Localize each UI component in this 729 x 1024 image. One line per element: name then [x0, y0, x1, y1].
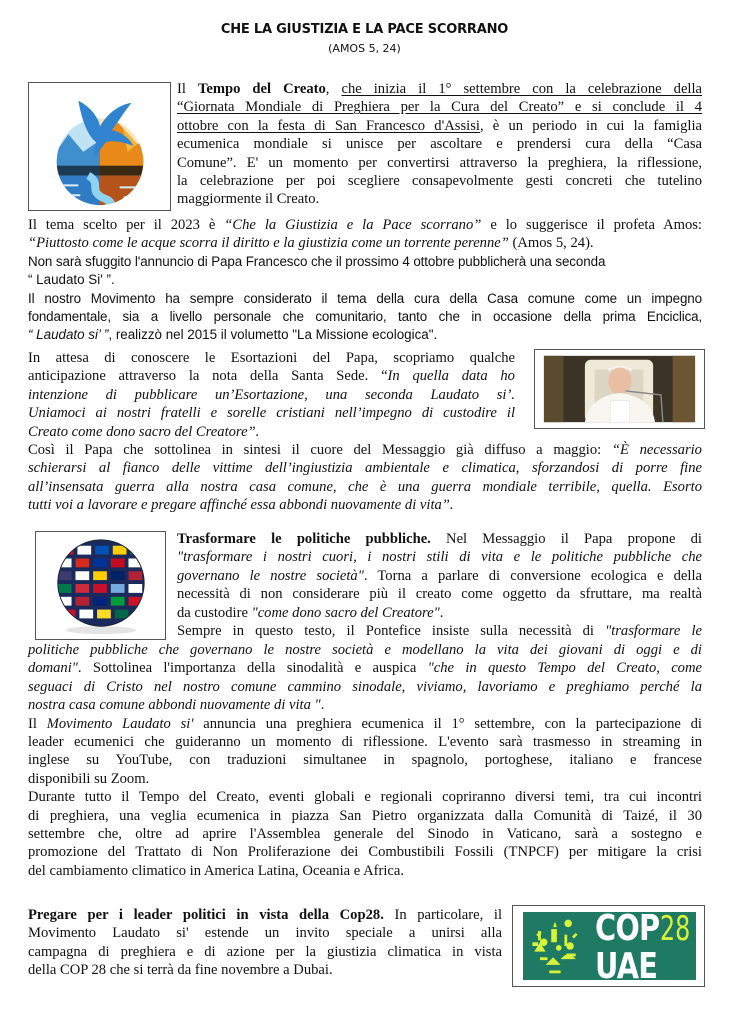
- text: , realizzò nel 2015 il volumetto "La Missione ecologica".: [108, 327, 438, 343]
- tempo-del-creato-logo: [28, 82, 171, 211]
- text-line: la celebrazione per poi scegliere consapevolmente gesti concreti che tutelino: [177, 173, 702, 190]
- text: Il: [28, 715, 47, 732]
- italic-text: “Che la Giustizia e la Pace scorrano”: [224, 217, 482, 233]
- italic-text: Uniamoci ai nostri fratelli e sorelle cristiani nell’impegno di custodire il: [28, 405, 515, 422]
- text-line: ecumenica mondiale si unisce per ascoltare e prendersi cura della “Casa: [177, 136, 702, 153]
- text-line: Movimento Laudato si' estende un invito speciale a unirsi alla: [28, 925, 502, 942]
- italic-text: “ Laudato si’ ”: [28, 327, 109, 343]
- text: In particolare, il: [383, 907, 502, 923]
- italic-text: nostra casa comune abbondi nuovamente di vita ": [28, 697, 321, 714]
- underlined-text: che inizia il 1° settembre con la celebrazione della: [341, 81, 703, 97]
- text: e lo suggerisce il profeta Amos:: [481, 217, 702, 233]
- text: .: [439, 604, 444, 621]
- cop28-logo: [512, 905, 705, 987]
- paragraph-theme: [28, 216, 702, 345]
- text: Sempre in questo testo, il Pontefice insiste sulla necessità di: [177, 623, 606, 640]
- text: annuncia una preghiera ecumenica il 1° settembre, con la partecipazione di: [193, 715, 702, 732]
- page-subtitle: (AMOS 5, 24): [328, 42, 401, 55]
- text-line: “ Laudato Si' ”.: [28, 272, 115, 288]
- bold-text: Tempo del Creato: [197, 81, 326, 97]
- text-line: Il nostro Movimento ha sempre considerato il tema della cura della Casa comune come un impegno: [28, 290, 702, 306]
- italic-text: seguaci di Cristo nel nostro comune cammino sinodale, viviamo, lavoriamo e preghiamo perché la: [28, 678, 702, 695]
- uae-text: UAE: [595, 946, 658, 980]
- italic-text: "trasformare i nostri cuori, i nostri stili di vita e le politiche pubbliche che: [177, 549, 702, 566]
- text: Nel Messaggio il Papa propone di: [430, 531, 702, 547]
- cop-number: 28: [660, 912, 691, 949]
- text-line: Durante tutto il Tempo del Creato, eventi globali e regionali copriranno diversi temi, tra cui incontri: [28, 789, 702, 806]
- text-line: In attesa di conoscere le Esortazioni del Papa, scopriamo qualche: [28, 350, 515, 366]
- italic-text: intenzione di pubblicare un’Esortazione, una seconda Laudato si’.: [28, 386, 515, 403]
- italic-text: "trasformare le: [605, 623, 702, 640]
- underlined-text: ottobre con la festa di San Francesco d'Assisi: [177, 117, 480, 134]
- nature-globe-icon: [525, 914, 585, 978]
- cop28-logo-bg: [523, 912, 696, 980]
- text-line: maggiormente il Creato.: [177, 191, 320, 208]
- text-line: inglese su YouTube, con traduzioni simultanee in spagnolo, portoghese, italiano e francese: [28, 752, 702, 769]
- text: . Sottolinea l'importanza della sinodalità e auspica: [77, 660, 428, 677]
- italic-text: “È necessario: [611, 442, 702, 458]
- text-line: leader ecumenici che guideranno un momento di riflessione. L'evento sarà trasmesso in streaming in: [28, 734, 702, 751]
- text-line: di preghiera, una veglia ecumenica in piazza San Pietro organizzata dalla Comunità di Taizé, il 30: [28, 807, 702, 824]
- paragraph-message: [28, 441, 702, 515]
- italic-text: all’insensata guerra alla nostra casa comune, che è una guerra mondiale terribile, quella. Esorto: [28, 478, 702, 495]
- text-line: del cambiamento climatico in America Latina, Oceania e Africa.: [28, 862, 405, 879]
- text: , è un periodo in cui la famiglia: [479, 117, 702, 134]
- text: ,: [325, 81, 342, 97]
- italic-text: Creato come dono sacro del Creatore”.: [28, 423, 260, 440]
- paragraph-politiche: [177, 530, 702, 640]
- pope-photo: [534, 349, 705, 429]
- text: Il: [177, 81, 198, 97]
- text: (Amos 5, 24).: [508, 235, 594, 252]
- text: . Torna a parlare di conversione ecologica e della: [363, 567, 702, 584]
- text: .: [320, 697, 325, 714]
- paragraph-intro: [177, 80, 702, 209]
- italic-text: "come dono sacro del Creatore": [251, 604, 440, 621]
- text: Il tema scelto per il 2023 è: [28, 217, 225, 233]
- text-line: Comune”. E' un momento per convertirsi attraverso la preghiera, la riflessione,: [177, 154, 702, 171]
- italic-text: tutti voi a lavorare e pregare affinché essa abbondi nuovamente di vita”.: [28, 497, 454, 514]
- paragraph-eventi: [28, 641, 702, 880]
- italic-text: In quella data ho: [387, 368, 515, 385]
- text-line: fondamentale, sia a livello personale che comunitario, tanto che in occasione della prima Enciclica,: [28, 309, 702, 325]
- cop-text: COP: [595, 912, 660, 949]
- italic-text: politiche pubbliche che governano le nostre società e modellano la vita dei giovani di oggi e di: [28, 642, 702, 658]
- italic-text: Movimento Laudato si': [46, 715, 194, 732]
- bold-text: Pregare per i leader politici in vista della Cop28.: [28, 907, 384, 923]
- text-line: Non sarà sfuggito l'annuncio di Papa Francesco che il prossimo 4 ottobre pubblicherà una seconda: [28, 253, 606, 269]
- paragraph-exhortation: [28, 349, 515, 441]
- page-title: CHE LA GIUSTIZIA E LA PACE SCORRANO: [220, 22, 509, 37]
- text-line: disponibili su Zoom.: [28, 770, 150, 787]
- text-line: settembre che, oltre ad aprire l'Assemblea generale del Sinodo in Vaticano, sarà a sostegno e: [28, 826, 702, 843]
- globe-flags-image: [35, 531, 166, 640]
- text: Così il Papa che sottolinea in sintesi il cuore del Messaggio già diffuso a maggio:: [28, 442, 612, 458]
- text-line: campagna di preghiera e di azione per la giustizia climatica in vista: [28, 943, 502, 960]
- italic-text: "che in questo Tempo del Creato, come: [427, 660, 702, 677]
- pope-image-icon: [535, 350, 704, 428]
- bold-text: Trasformare le politiche pubbliche.: [177, 531, 431, 547]
- text-line: della COP 28 che si terrà da fine novembre a Dubai.: [28, 962, 333, 979]
- text: da custodire: [177, 604, 252, 621]
- italic-text: “Piuttosto come le acque scorra il diritto e la giustizia come un torrente perenne”: [28, 235, 509, 252]
- italic-text: schierarsi al fianco delle vittime dell’ingiustizia ambientale e climatica, sforzandosi di porre fine: [28, 460, 702, 477]
- text-line: necessità di non considerare più il creato come oggetto da sfruttare, ma realtà: [177, 586, 702, 603]
- text-line: promozione del Trattato di Non Proliferazione dei Combustibili Fossili (TNPCF) per mitigare la crisi: [28, 844, 702, 861]
- italic-text: domani": [28, 660, 78, 677]
- italic-text: governano le nostre società": [177, 567, 364, 584]
- globe-icon: [36, 532, 165, 639]
- paragraph-cop28: [28, 906, 502, 980]
- dove-river-icon: [29, 83, 170, 210]
- underlined-text: “Giornata Mondiale di Preghiera per la Cura del Creato” e si conclude il 4: [177, 99, 702, 116]
- text: anticipazione attraverso la nota della Santa Sede. “: [28, 368, 388, 385]
